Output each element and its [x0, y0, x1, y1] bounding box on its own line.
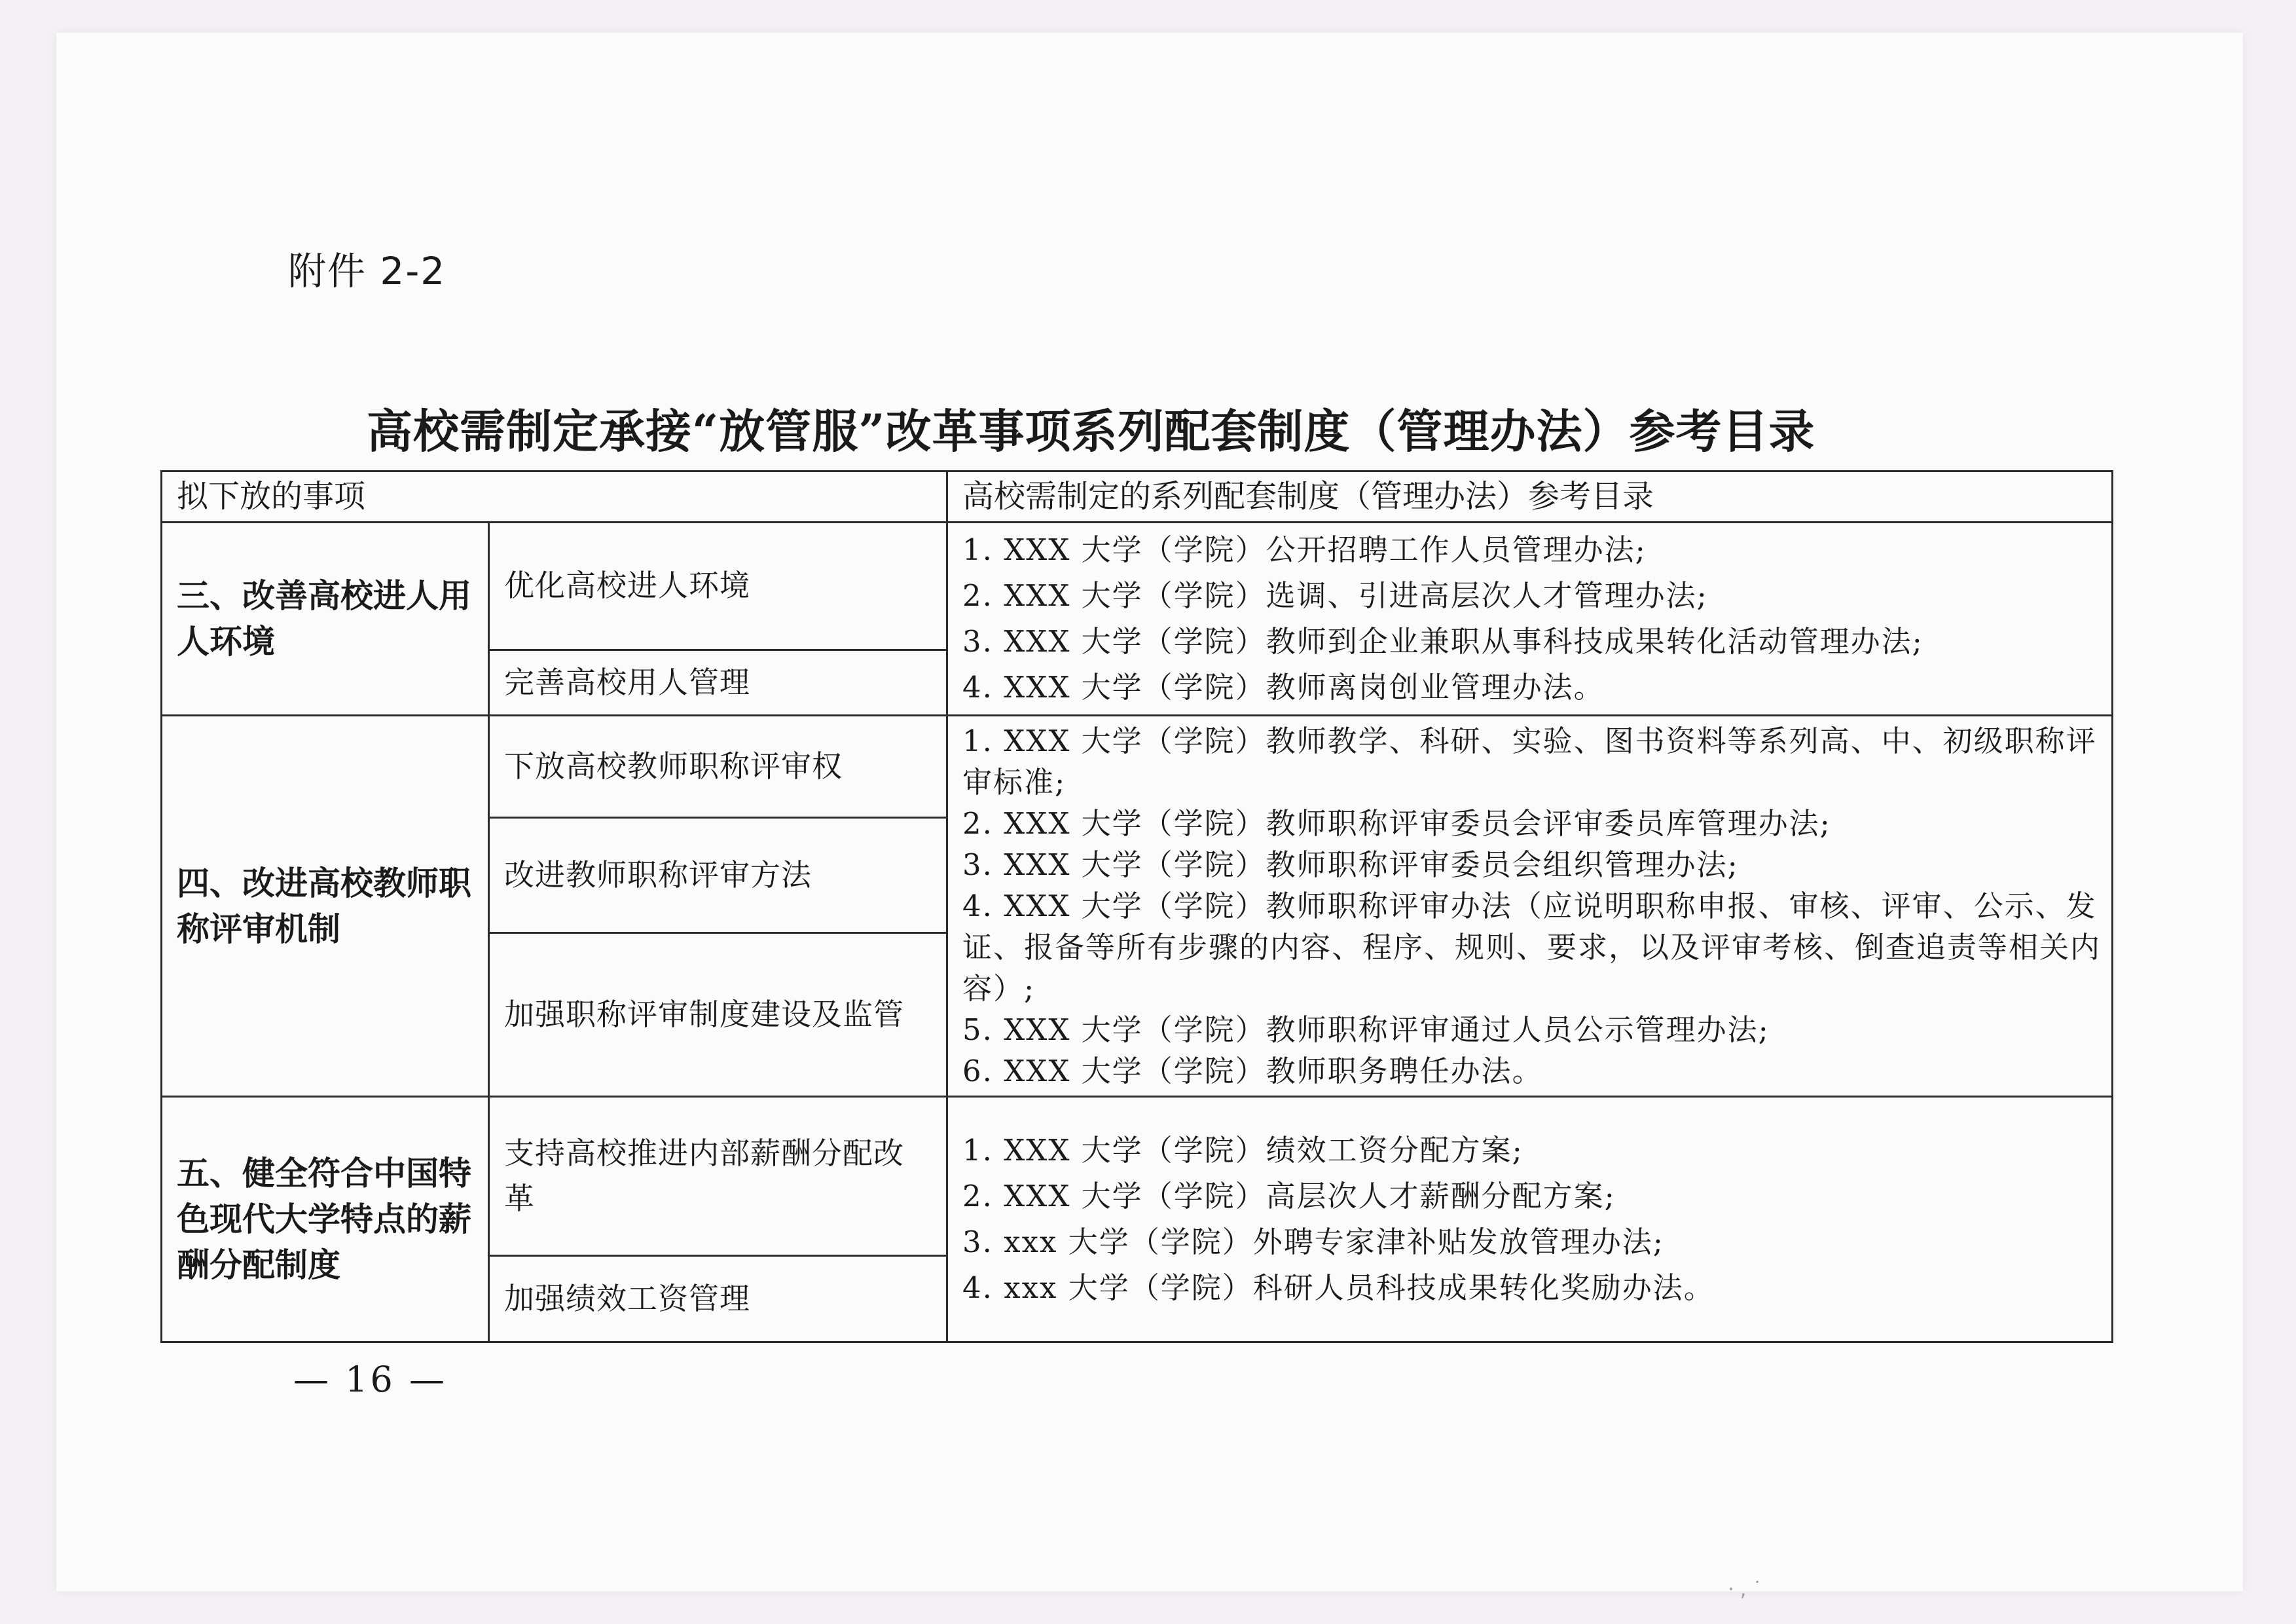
document-item: 6. XXX 大学（学院）教师职务聘任办法。 — [962, 1054, 1543, 1088]
document-list-cell — [947, 716, 2113, 1097]
document-item: 2. XXX 大学（学院）教师职称评审委员会评审委员库管理办法; — [962, 806, 1831, 841]
document-item: 4. XXX 大学（学院）教师离岗创业管理办法。 — [962, 670, 1605, 705]
document-item: 3. XXX 大学（学院）教师职称评审委员会组织管理办法; — [962, 847, 1739, 882]
document-item: 4. xxx 大学（学院）科研人员科技成果转化奖励办法。 — [962, 1270, 1715, 1305]
document-list-cell — [947, 523, 2113, 716]
document-item: 5. XXX 大学（学院）教师职称评审通过人员公示管理办法; — [962, 1012, 1770, 1047]
table-row — [162, 523, 2113, 650]
table-row — [162, 1097, 2113, 1256]
subitem-cell: 完善高校用人管理 — [489, 650, 947, 715]
document-item: 2. XXX 大学（学院）选调、引进高层次人才管理办法; — [962, 578, 1708, 613]
document-item: 3. xxx 大学（学院）外聘专家津补贴发放管理办法; — [962, 1225, 1664, 1259]
document-list-cell — [947, 1097, 2113, 1342]
document-item: 3. XXX 大学（学院）教师到企业兼职从事科技成果转化活动管理办法; — [962, 624, 1923, 659]
table-header-row — [162, 471, 2113, 523]
category-cell: 四、改进高校教师职称评审机制 — [162, 716, 489, 1097]
document-item: 2. XXX 大学（学院）高层次人才薪酬分配方案; — [962, 1179, 1616, 1213]
scan-mark: ⸱ ‚ ˙ — [1728, 1578, 1762, 1601]
subitem-cell: 加强绩效工资管理 — [489, 1256, 947, 1342]
subitem-cell: 改进教师职称评审方法 — [489, 818, 947, 933]
document-item: 1. XXX 大学（学院）公开招聘工作人员管理办法; — [962, 532, 1647, 567]
document-title: 高校需制定承接“放管服”改革事项系列配套制度（管理办法）参考目录 — [367, 404, 1815, 458]
page-number: — 16 — — [293, 1359, 448, 1400]
attachment-label: 附件 2-2 — [288, 249, 446, 293]
subitem-cell: 加强职称评审制度建设及监管 — [489, 933, 947, 1097]
document-item: 4. XXX 大学（学院）教师职称评审办法（应说明职称申报、审核、评审、公示、发证、报备等所有步骤的内容、程序、规则、要求，以及评审考核、倒查追责等相关内容）; — [962, 889, 2102, 1006]
document-item: 1. XXX 大学（学院）绩效工资分配方案; — [962, 1133, 1523, 1168]
subitem-cell: 下放高校教师职称评审权 — [489, 716, 947, 818]
subitem-cell: 优化高校进人环境 — [489, 523, 947, 650]
category-cell: 五、健全符合中国特色现代大学特点的薪酬分配制度 — [162, 1097, 489, 1342]
header-delegated-matters: 拟下放的事项 — [162, 471, 947, 523]
reference-catalog-table — [160, 470, 2113, 1343]
category-cell: 三、改善高校进人用人环境 — [162, 523, 489, 716]
table-row — [162, 716, 2113, 818]
document-item: 1. XXX 大学（学院）教师教学、科研、实验、图书资料等系列高、中、初级职称评审标准; — [962, 724, 2097, 800]
header-reference-catalog: 高校需制定的系列配套制度（管理办法）参考目录 — [947, 471, 2113, 523]
subitem-cell: 支持高校推进内部薪酬分配改革 — [489, 1097, 947, 1256]
